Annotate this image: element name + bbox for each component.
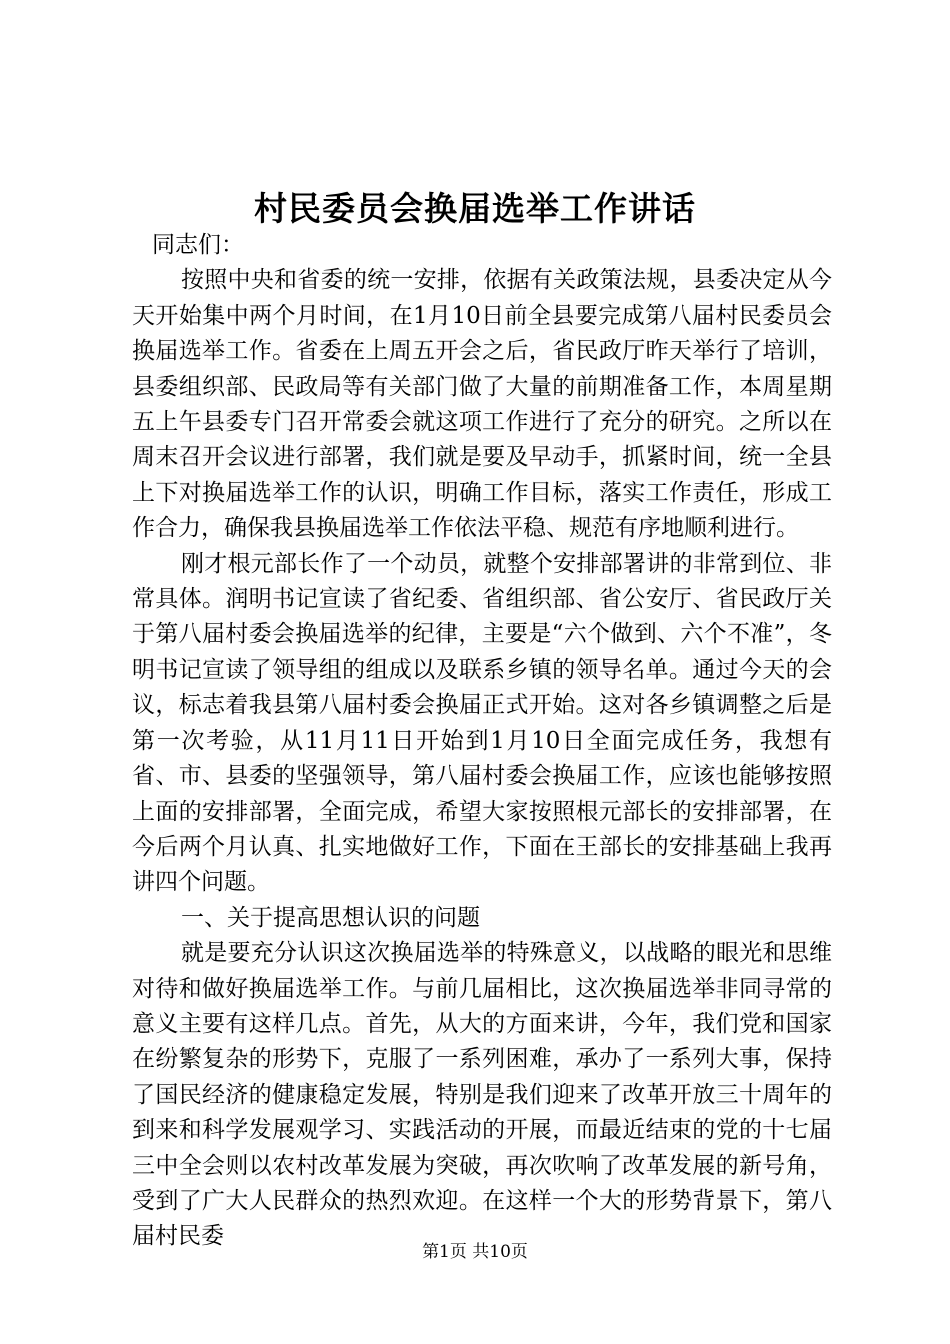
document-body <box>132 228 832 1255</box>
greeting: 同志们： <box>152 232 244 258</box>
paragraph-1: 按照中央和省委的统一安排，依据有关政策法规，县委决定从今天开始集中两个月时间，在1月10日前全县要完成第八届村民委员会换届选举工作。省委在上周五开会之后，省民政厅昨天举行了培训，县委组织部、民政局等有关部门做了大量的前期准备工作，本周星期五上午县委专门召开常委会就这项工作进行了充分的研究。之所以在周末召开会议进行部署，我们就是要及早动手，抓紧时间，统一全县上下对换届选举工作的认识，明确工作目标，落实工作责任，形成工作合力，确保我县换届选举工作依法平稳、规范有序地顺利进行。 <box>132 267 832 542</box>
section-heading: 一、关于提高思想认识的问题 <box>181 904 480 931</box>
paragraph-2: 刚才根元部长作了一个动员，就整个安排部署讲的非常到位、非常具体。润明书记宣读了省纪委、省组织部、省公安厅、省民政厅关于第八届村委会换届选举的纪律，主要是“六个做到、六个不准”，冬明书记宣读了领导组的组成以及联系乡镇的领导名单。通过今天的会议，标志着我县第八届村委会换届正式开始。这对各乡镇调整之后是第一次考验，从11月11日开始到1月10日全面完成任务，我想有省、市、县委的坚强领导，第八届村委会换届工作，应该也能够按照上面的安排部署，全面完成，希望大家按照根元部长的安排部署，在今后两个月认真、扎实地做好工作，下面在王部长的安排基础上我再讲四个问题。 <box>132 550 832 896</box>
page-number: 第1页 共10页 <box>422 1242 528 1262</box>
document-title: 村民委员会换届选举工作讲话 <box>254 189 696 228</box>
section-paragraph: 就是要充分认识这次换届选举的特殊意义，以战略的眼光和思维对待和做好换届选举工作。与前几届相比，这次换届选举非同寻常的意义主要有这样几点。首先，从大的方面来讲，今年，我们党和国家在纷繁复杂的形势下，克服了一系列困难，承办了一系列大事，保持了国民经济的健康稳定发展，特别是我们迎来了改革开放三十周年的到来和科学发展观学习、实践活动的开展，而最近结束的党的十七届三中全会则以农村改革发展为突破，再次吹响了改革发展的新号角，受到了广大人民群众的热烈欢迎。在这样一个大的形势背景下，第八届村民委 <box>132 940 832 1250</box>
